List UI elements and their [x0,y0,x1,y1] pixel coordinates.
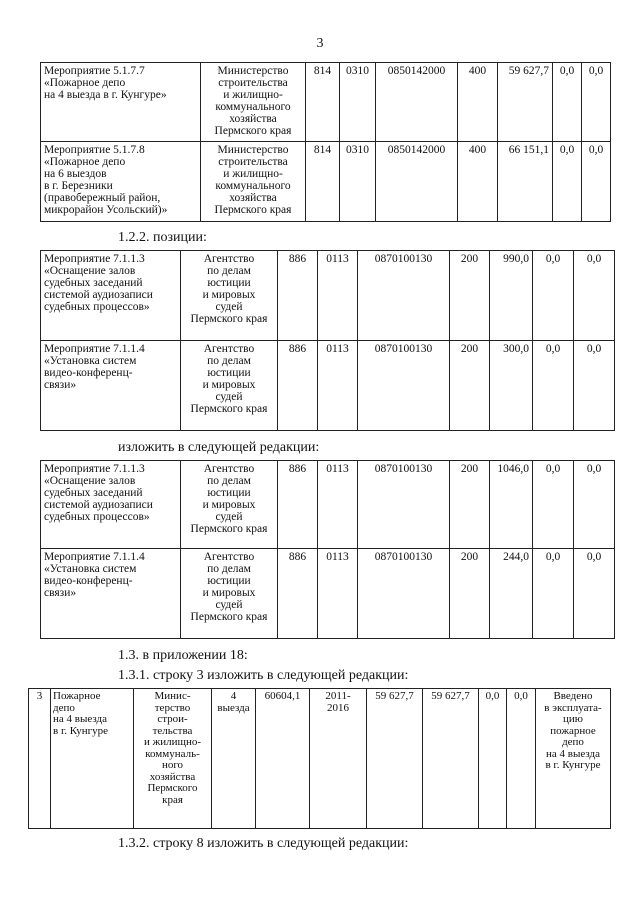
cell-article: 0870100130 [358,549,450,639]
cell-amount: 1046,0 [490,461,533,549]
cell-measure: Мероприятие 7.1.1.4 «Установка систем видео-конференц- связи» [41,341,181,431]
cell-ministry: Министерство строительства и жилищно- коммунального хозяйства Пермского края [201,63,306,142]
cell-agency: Агентство по делам юстиции и мировых судей Пермского края [181,251,278,341]
cell-section: 0113 [318,461,358,549]
cell-value: 0,0 [507,689,536,829]
cell-agency: Агентство по делам юстиции и мировых судей Пермского края [181,341,278,431]
table-row [41,341,615,431]
heading-1-3-1: 1.3.1. строку 3 изложить в следующей редакции: [118,668,409,683]
cell-amount: 990,0 [490,251,533,341]
table-row [41,142,611,222]
cell-amount: 59 627,7 [367,689,423,829]
cell-amount: 59 627,7 [423,689,479,829]
cell-cost: 60604,1 [256,689,310,829]
cell-type: 200 [450,461,490,549]
table-row [41,251,615,341]
cell-section: 0113 [318,549,358,639]
table-measures-5 [40,62,611,222]
heading-1-3-2: 1.3.2. строку 8 изложить в следующей редакции: [118,836,409,851]
table-row [29,689,611,829]
cell-measure: Мероприятие 5.1.7.8 «Пожарное депо на 6 выездов в г. Березники (правобережный район, микрорайон Усольский)» [41,142,201,222]
cell-value: 0,0 [533,549,574,639]
cell-number: 3 [29,689,51,829]
heading-new-edition: изложить в следующей редакции: [118,440,320,455]
heading-1-3: 1.3. в приложении 18: [118,648,248,663]
cell-value: 0,0 [582,142,611,222]
cell-type: 400 [458,142,498,222]
table-row [41,549,615,639]
cell-value: 0,0 [533,251,574,341]
cell-result: Введено в эксплуата- цию пожарное депо на 4 выезда в г. Кунгуре [536,689,611,829]
cell-years: 2011- 2016 [310,689,367,829]
cell-measure: Мероприятие 5.1.7.7 «Пожарное депо на 4 выезда в г. Кунгуре» [41,63,201,142]
cell-code: 814 [306,142,340,222]
cell-value: 0,0 [553,63,582,142]
cell-section: 0310 [340,142,376,222]
cell-type: 200 [450,341,490,431]
cell-object: Пожарное депо на 4 выезда в г. Кунгуре [51,689,134,829]
cell-article: 0850142000 [376,63,458,142]
cell-value: 0,0 [533,461,574,549]
cell-code: 886 [278,461,318,549]
cell-measure: Мероприятие 7.1.1.3 «Оснащение залов судебных заседаний системой аудиозаписи судебных процессов» [41,251,181,341]
cell-value: 0,0 [574,461,615,549]
cell-type: 200 [450,549,490,639]
cell-section: 0113 [318,341,358,431]
cell-amount: 244,0 [490,549,533,639]
cell-value: 0,0 [553,142,582,222]
cell-article: 0850142000 [376,142,458,222]
cell-value: 0,0 [533,341,574,431]
cell-capacity: 4 выезда [212,689,256,829]
cell-agency: Агентство по делам юстиции и мировых судей Пермского края [181,461,278,549]
cell-amount: 59 627,7 [498,63,553,142]
cell-article: 0870100130 [358,341,450,431]
cell-article: 0870100130 [358,251,450,341]
table-positions-old [40,250,615,431]
cell-amount: 300,0 [490,341,533,431]
cell-type: 400 [458,63,498,142]
cell-section: 0113 [318,251,358,341]
cell-value: 0,0 [574,341,615,431]
cell-ministry: Министерство строительства и жилищно- коммунального хозяйства Пермского края [201,142,306,222]
cell-code: 814 [306,63,340,142]
cell-agency: Агентство по делам юстиции и мировых судей Пермского края [181,549,278,639]
heading-1-2-2: 1.2.2. позиции: [118,230,207,245]
cell-value: 0,0 [574,251,615,341]
cell-code: 886 [278,549,318,639]
cell-value: 0,0 [582,63,611,142]
cell-value: 0,0 [479,689,507,829]
cell-section: 0310 [340,63,376,142]
table-positions-new [40,460,615,639]
cell-ministry: Минис- терство строи- тельства и жилищно- коммуналь- ного хозяйства Пермского края [134,689,212,829]
cell-value: 0,0 [574,549,615,639]
cell-code: 886 [278,251,318,341]
table-appendix-18-row-3 [28,688,611,829]
page-number: 3 [316,36,324,51]
cell-amount: 66 151,1 [498,142,553,222]
cell-code: 886 [278,341,318,431]
cell-article: 0870100130 [358,461,450,549]
cell-type: 200 [450,251,490,341]
cell-measure: Мероприятие 7.1.1.3 «Оснащение залов судебных заседаний системой аудиозаписи судебных процессов» [41,461,181,549]
table-row [41,461,615,549]
table-row [41,63,611,142]
cell-measure: Мероприятие 7.1.1.4 «Установка систем видео-конференц- связи» [41,549,181,639]
